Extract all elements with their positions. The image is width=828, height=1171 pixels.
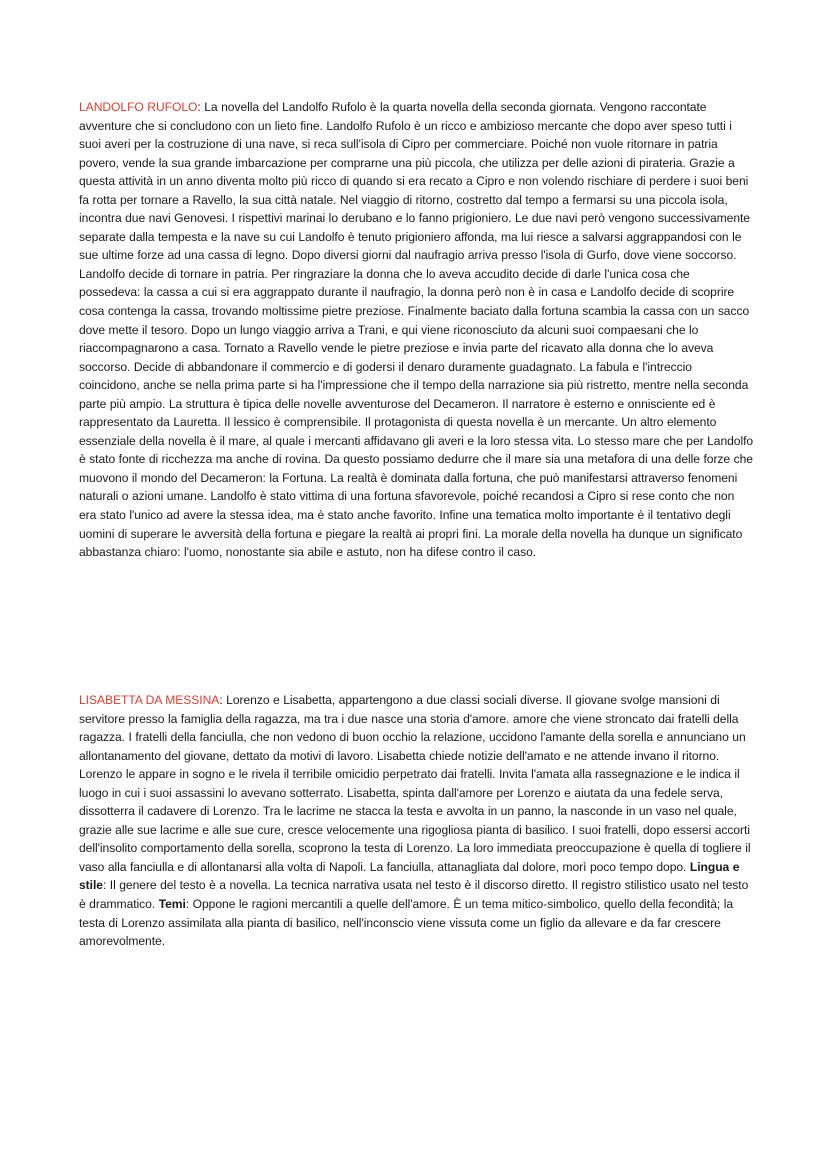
section-lisabetta-da-messina xyxy=(79,691,754,951)
section-landolfo-rufolo xyxy=(79,98,754,562)
label-lingua-e-stile: Lingua e stile xyxy=(79,859,740,893)
section-heading-lisabetta-da-messina: LISABETTA DA MESSINA xyxy=(79,693,220,707)
section-body-plot: Lorenzo e Lisabetta, appartengono a due classi sociali diverse. Il giovane svolge mansioni di servitore presso la famiglia della ragazza, ma tra i due nasce una storia d'amore. amore che viene stroncato dai fratelli della ragazza. I fratelli della fanciulla, che non vedono di buon occhio la relazione, uccidono l'amante della sorella e annunciano un allontanamento del giovane, dettato da motivi di lavoro. Lisabetta chiede notizie dell'amato e ne attende invano il ritorno. Lorenzo le appare in sogno e le rivela il terribile omicidio perpetrato dai fratelli. Invita l'amata alla rassegnazione e le indica il luogo in cui i suoi assassini lo avevano sotterrato. Lisabetta, spinta dall'amore per Lorenzo e aiutata da una fedele serva, dissotterra il cadavere di Lorenzo. Tra le lacrime ne stacca la testa e avvolta in un panno, la nasconde in un vaso nel quale, grazie alle sue lacrime e alle sue cure, cresce velocemente una rigogliosa pianta di basilico. I suoi fratelli, dopo essersi accorti dell'insolito comportamento della sorella, scoprono la testa di Lorenzo. La loro immediata preoccupazione è quella di togliere il vaso alla fanciulla e di allontanarsi alla volta di Napoli. La fanciulla, attanagliata dal dolore, morì poco tempo dopo. xyxy=(79,693,751,874)
section-heading-landolfo-rufolo: LANDOLFO RUFOLO xyxy=(79,100,198,114)
section-body-style: : Il genere del testo è a novella. La tecnica narrativa usata nel testo è il discorso diretto. Il registro stilistico usato nel testo è drammatico. xyxy=(79,878,749,912)
label-temi: Temi xyxy=(158,897,186,912)
section-body-themes: : Oppone le ragioni mercantili a quelle dell'amore. È un tema mitico-simbolico, quello della fecondità; la testa di Lorenzo assimilata alla pianta di basilico, nell'inconscio viene vissuta come un figlio da allevare e da far crescere amorevolmente. xyxy=(79,897,734,949)
heading-separator: : xyxy=(197,100,205,114)
heading-separator: : xyxy=(219,693,227,707)
section-body-landolfo-rufolo: La novella del Landolfo Rufolo è la quarta novella della seconda giornata. Vengono raccontate avventure che si concludono con un lieto fine. Landolfo Rufolo è un ricco e ambizioso mercante che dopo aver speso tutti i suoi averi per la costruzione di una nave, si reca sull'isola di Cipro per commerciare. Poiché non vuole ritornare in patria povero, vende la sua grande imbarcazione per comprarne una più piccola, che utilizza per delle azioni di pirateria. Grazie a questa attività in un anno diventa molto più ricco di quando si era recato a Cipro e non volendo rischiare di perdere i suoi beni fa rotta per tornare a Ravello, la sua città natale. Nel viaggio di ritorno, costretto dal tempo a fermarsi su una piccola isola, incontra due navi Genovesi. I rispettivi marinai lo derubano e lo fanno prigioniero. Le due navi però vengono successivamente separate dalla tempesta e la nave su cui Landolfo è tenuto prigioniero affonda, ma lui riesce a salvarsi aggrappandosi con le sue ultime forze ad una cassa di legno. Dopo diversi giorni dal naufragio arriva presso l'isola di Gurfo, dove viene soccorso. Landolfo decide di tornare in patria. Per ringraziare la donna che lo aveva accudito decide di darle l'unica cosa che possedeva: la cassa a cui si era aggrappato durante il naufragio, la donna però non è in casa e Landolfo decide di scoprire cosa contenga la cassa, trovando moltissime pietre preziose. Finalmente baciato dalla fortuna scambia la cassa con un sacco dove mette il tesoro. Dopo un lungo viaggio arriva a Trani, e qui viene riconosciuto da alcuni suoi compaesani che lo riaccompagnarono a casa. Tornato a Ravello vende le pietre preziose e invia parte del ricavato alla donna che lo aveva soccorso. Decide di abbandonare il commercio e di godersi il denaro duramente guadagnato. La fabula e l'intreccio coincidono, anche se nella prima parte si ha l'impressione che il tempo della narrazione sia più ristretto, mentre nella seconda parte più ampio. La struttura è tipica delle novelle avventurose del Decameron. Il narratore è esterno e onnisciente ed è rappresentato da Lauretta. Il lessico è comprensibile. Il protagonista di questa novella è un mercante. Un altro elemento essenziale della novella è il mare, al quale i mercanti affidavano gli averi e la loro stessa vita. Lo stesso mare che per Landolfo è stato fonte di ricchezza ma anche di rovina. Da questo possiamo dedurre che il mare sia una metafora di una delle forze che muovono il mondo del Decameron: la Fortuna. La realtà è dominata dalla fortuna, che può manifestarsi attraverso fenomeni naturali o azioni umane. Landolfo è stato vittima di una fortuna sfavorevole, poiché recandosi a Cipro si rese conto che non era stato l'unico ad avere la stessa idea, ma è stato anche favorito. Infine una tematica molto importante è il tentativo degli uomini di superare le avversità della fortuna e piegare la realtà ai propri fini. La morale della novella ha dunque un significato abbastanza chiaro: l'uomo, nonostante sia abile e astuto, non ha difese contro il caso. xyxy=(79,100,754,560)
